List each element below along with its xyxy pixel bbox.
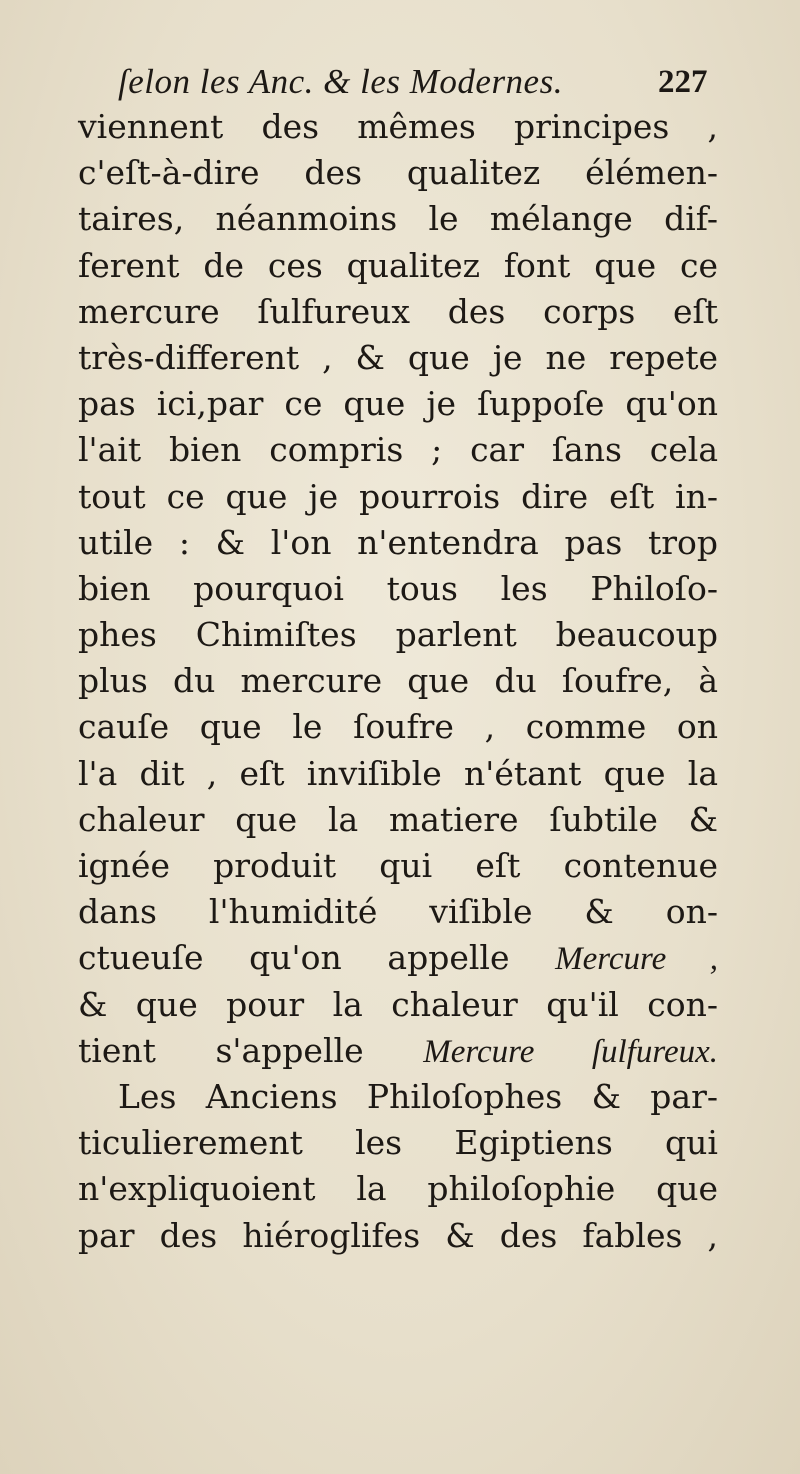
text-line: bien pourquoi tous les Philoſo- — [78, 568, 718, 608]
text-segment: tient s'appelle — [78, 1030, 364, 1070]
body-text — [78, 104, 718, 1259]
text-line: ticulierement les Egiptiens qui — [78, 1123, 718, 1163]
text-line: très-different , & que je ne repete — [78, 337, 718, 377]
text-line: ferent de ces qualitez font que ce — [78, 245, 718, 285]
text-line: chaleur que la matiere ſubtile & — [78, 799, 718, 839]
text-line: dans l'humidité viſible & on- — [78, 892, 718, 932]
paragraph-first-line: Les Anciens Philoſophes & par- — [118, 1076, 718, 1116]
italic-term-mercure: Mercure , — [555, 941, 718, 978]
text-line: cauſe que le ſoufre , comme on — [78, 707, 718, 747]
text-line: par des hiéroglifes & des fables , — [78, 1215, 718, 1255]
page-number: 227 — [658, 64, 708, 100]
text-line: & que pour la chaleur qu'il con- — [78, 984, 718, 1024]
running-head-title: ſelon les Anc. & les Modernes. — [118, 62, 563, 101]
text-line: plus du mercure que du ſoufre, à — [78, 661, 718, 701]
text-line: utile : & l'on n'entendra pas trop — [78, 522, 718, 562]
text-line: n'expliquoient la philoſophie que — [78, 1169, 718, 1209]
text-line: taires, néanmoins le mélange dif- — [78, 199, 718, 239]
text-line: tout ce que je pourrois dire eſt in- — [78, 476, 718, 516]
italic-term-mercure-sulfureux: Mercure ſulfureux. — [423, 1033, 718, 1070]
text-line: ignée produit qui eſt contenue — [78, 846, 718, 885]
text-line: pas ici,par ce que je ſuppoſe qu'on — [78, 384, 718, 424]
text-line: l'ait bien compris ; car ſans cela — [78, 430, 718, 470]
text-line-with-italic — [78, 935, 718, 981]
text-line: viennent des mêmes principes , — [78, 107, 718, 146]
text-line: mercure ſulfureux des corps eſt — [78, 291, 718, 331]
text-segment: ctueuſe qu'on appelle — [78, 938, 510, 978]
running-head — [0, 62, 800, 102]
text-line: phes Chimiſtes parlent beaucoup — [78, 615, 718, 655]
text-line: l'a dit , eſt inviſible n'étant que la — [78, 753, 718, 793]
text-line-with-italic — [78, 1028, 718, 1074]
text-line: c'eſt-à-dire des qualitez élémen- — [78, 153, 718, 193]
